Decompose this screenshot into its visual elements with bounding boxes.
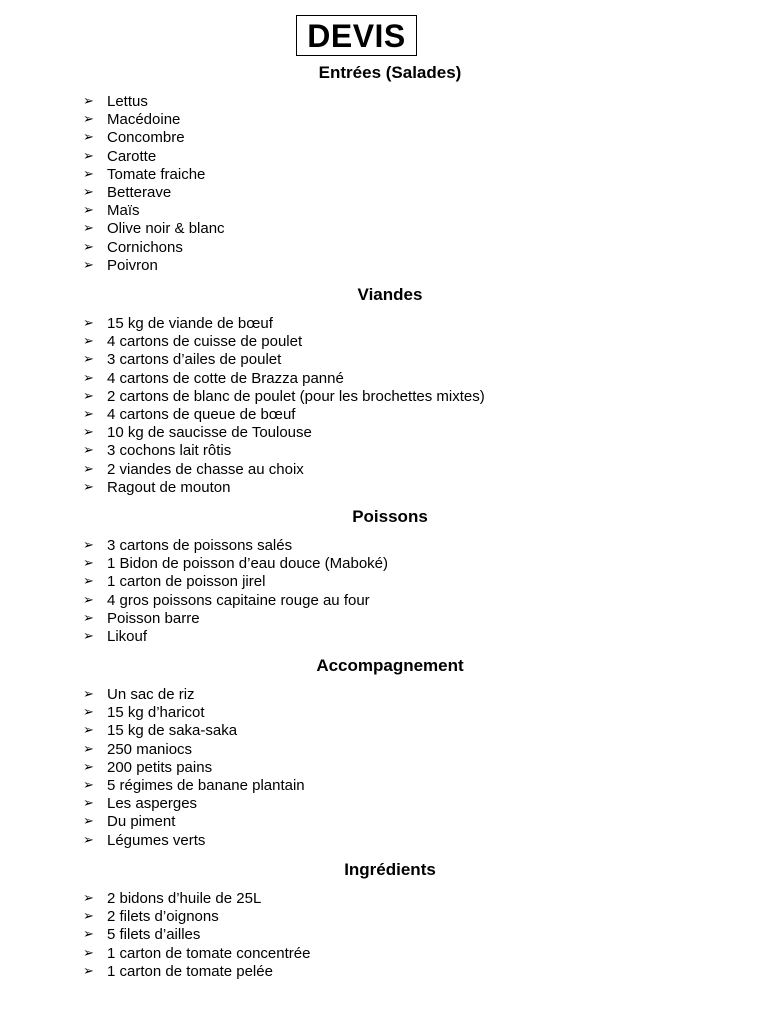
section-poissons (0, 507, 768, 646)
list-item-label: 2 cartons de blanc de poulet (pour les brochettes mixtes) (107, 387, 485, 405)
arrow-bullet-icon: ➢ (83, 963, 94, 979)
arrow-bullet-icon: ➢ (83, 130, 94, 146)
list-item-label: 3 cartons de poissons salés (107, 537, 293, 554)
list-item (0, 351, 768, 369)
list-item-label: Tomate fraiche (107, 165, 206, 183)
section-heading: Accompagnement (316, 656, 464, 675)
list-item (0, 442, 768, 460)
list-item-label: Carotte (107, 147, 157, 165)
list-item (0, 148, 768, 166)
list-item (0, 166, 768, 184)
list-item-label: 15 kg d’haricot (107, 704, 205, 722)
list-item-label: 4 gros poissons capitaine rouge au four (107, 591, 370, 609)
list-item-label: Cornichons (107, 238, 183, 256)
list-item-label: Ragout de mouton (107, 478, 231, 496)
list-item-label: 200 petits pains (107, 758, 213, 776)
list-item (0, 406, 768, 424)
list-item-label: Poivron (107, 256, 158, 274)
list-item-label: 4 cartons de queue de bœuf (107, 405, 296, 423)
arrow-bullet-icon: ➢ (83, 94, 94, 109)
arrow-bullet-icon: ➢ (83, 556, 94, 572)
section-ingredients (0, 860, 768, 981)
arrow-bullet-icon: ➢ (83, 316, 94, 331)
section-heading: Ingrédients (344, 860, 436, 879)
arrow-bullet-icon: ➢ (83, 945, 94, 961)
list-item (0, 424, 768, 442)
list-item-label: 3 cartons d’ailes de poulet (107, 351, 282, 369)
list-item (0, 722, 768, 740)
list-item-label: 5 filets d’ailles (107, 926, 201, 944)
section-heading: Viandes (357, 285, 423, 304)
arrow-bullet-icon: ➢ (83, 741, 94, 757)
document-title: DEVIS (307, 17, 406, 54)
list-item (0, 945, 768, 963)
arrow-bullet-icon: ➢ (83, 796, 94, 812)
arrow-bullet-icon: ➢ (83, 203, 94, 219)
list-item-label: Un sac de riz (107, 686, 195, 703)
list-item-label: Maïs (107, 202, 140, 220)
list-item (0, 908, 768, 926)
list-item (0, 370, 768, 388)
arrow-bullet-icon: ➢ (83, 334, 94, 350)
list-item-label: 5 régimes de banane plantain (107, 776, 305, 794)
list-item-label: 2 filets d’oignons (107, 908, 219, 926)
list-item-label: Olive noir & blanc (107, 220, 225, 238)
arrow-bullet-icon: ➢ (83, 705, 94, 721)
arrow-bullet-icon: ➢ (83, 406, 94, 422)
arrow-bullet-icon: ➢ (83, 461, 94, 477)
list-item-label: 2 bidons d’huile de 25L (107, 890, 262, 907)
list-item-label: 10 kg de saucisse de Toulouse (107, 424, 312, 442)
item-list (0, 537, 768, 646)
list-item (0, 813, 768, 831)
arrow-bullet-icon: ➢ (83, 927, 94, 943)
list-item-label: Betterave (107, 183, 172, 201)
arrow-bullet-icon: ➢ (83, 759, 94, 775)
arrow-bullet-icon: ➢ (83, 574, 94, 590)
list-item (0, 592, 768, 610)
list-item (0, 111, 768, 129)
list-item-label: 1 carton de tomate pelée (107, 962, 273, 980)
list-item (0, 461, 768, 479)
list-item (0, 220, 768, 238)
list-item-label: 15 kg de viande de bœuf (107, 315, 273, 332)
list-item (0, 777, 768, 795)
list-item-label: 15 kg de saka-saka (107, 722, 238, 740)
list-item-label: Du piment (107, 813, 176, 831)
arrow-bullet-icon: ➢ (83, 479, 94, 495)
list-item (0, 129, 768, 147)
list-item-label: Légumes verts (107, 831, 206, 849)
arrow-bullet-icon: ➢ (83, 352, 94, 368)
item-list (0, 93, 768, 275)
list-item (0, 537, 768, 555)
list-item (0, 555, 768, 573)
list-item (0, 184, 768, 202)
list-item-label: 1 carton de tomate concentrée (107, 944, 311, 962)
item-list (0, 890, 768, 981)
arrow-bullet-icon: ➢ (83, 425, 94, 441)
arrow-bullet-icon: ➢ (83, 184, 94, 200)
list-item (0, 890, 768, 908)
arrow-bullet-icon: ➢ (83, 777, 94, 793)
arrow-bullet-icon: ➢ (83, 239, 94, 255)
list-item (0, 610, 768, 628)
list-item (0, 573, 768, 591)
arrow-bullet-icon: ➢ (83, 443, 94, 459)
list-item (0, 926, 768, 944)
list-item (0, 257, 768, 275)
arrow-bullet-icon: ➢ (83, 148, 94, 164)
section-accompagnement (0, 656, 768, 850)
list-item-label: Macédoine (107, 111, 181, 129)
arrow-bullet-icon: ➢ (83, 166, 94, 182)
section-viandes (0, 285, 768, 497)
document-title-box (296, 15, 417, 56)
section-heading: Entrées (Salades) (318, 63, 462, 82)
arrow-bullet-icon: ➢ (83, 814, 94, 830)
list-item (0, 686, 768, 704)
list-item (0, 239, 768, 257)
list-item (0, 93, 768, 111)
arrow-bullet-icon: ➢ (83, 723, 94, 739)
list-item-label: Likouf (107, 627, 148, 645)
list-item (0, 832, 768, 850)
list-item-label: 1 Bidon de poisson d’eau douce (Maboké) (107, 555, 389, 573)
list-item-label: 2 viandes de chasse au choix (107, 460, 304, 478)
list-item (0, 388, 768, 406)
arrow-bullet-icon: ➢ (83, 628, 94, 644)
list-item (0, 628, 768, 646)
section-entrees (0, 63, 768, 275)
arrow-bullet-icon: ➢ (83, 891, 94, 906)
list-item (0, 333, 768, 351)
list-item-label: 4 cartons de cotte de Brazza panné (107, 369, 344, 387)
list-item (0, 759, 768, 777)
section-heading: Poissons (352, 507, 428, 526)
list-item (0, 202, 768, 220)
arrow-bullet-icon: ➢ (83, 592, 94, 608)
list-item (0, 479, 768, 497)
list-item-label: 4 cartons de cuisse de poulet (107, 333, 303, 351)
list-item-label: 250 maniocs (107, 740, 193, 758)
list-item (0, 741, 768, 759)
arrow-bullet-icon: ➢ (83, 388, 94, 404)
list-item-label: Concombre (107, 129, 185, 147)
item-list (0, 315, 768, 497)
arrow-bullet-icon: ➢ (83, 687, 94, 702)
arrow-bullet-icon: ➢ (83, 112, 94, 128)
arrow-bullet-icon: ➢ (83, 832, 94, 848)
item-list (0, 686, 768, 850)
arrow-bullet-icon: ➢ (83, 538, 94, 553)
list-item-label: 1 carton de poisson jirel (107, 573, 266, 591)
arrow-bullet-icon: ➢ (83, 221, 94, 237)
arrow-bullet-icon: ➢ (83, 257, 94, 273)
arrow-bullet-icon: ➢ (83, 610, 94, 626)
list-item (0, 704, 768, 722)
list-item-label: Les asperges (107, 795, 198, 813)
list-item (0, 315, 768, 333)
list-item (0, 795, 768, 813)
arrow-bullet-icon: ➢ (83, 370, 94, 386)
list-item-label: 3 cochons lait rôtis (107, 442, 232, 460)
arrow-bullet-icon: ➢ (83, 909, 94, 925)
list-item (0, 963, 768, 981)
list-item-label: Lettus (107, 93, 148, 110)
list-item-label: Poisson barre (107, 609, 200, 627)
